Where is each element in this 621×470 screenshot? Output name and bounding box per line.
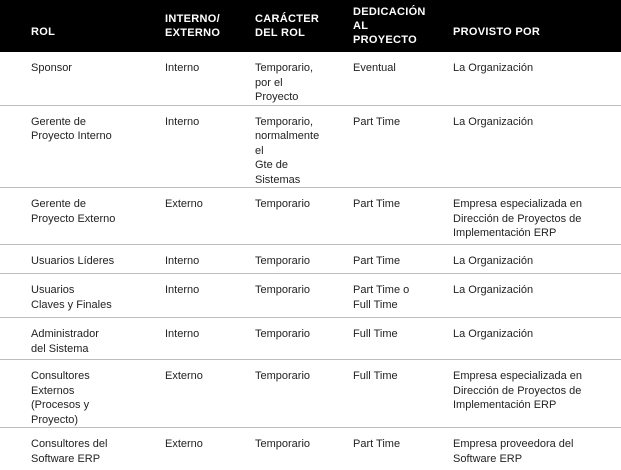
cell-caracter: Temporario, por el Proyecto [223, 52, 321, 105]
cell-provisto: La Organización [421, 274, 621, 318]
cell-dedicacion: Part Time [321, 245, 421, 274]
table-body [0, 52, 621, 470]
header-provisto-por: PROVISTO POR [453, 26, 541, 38]
cell-provisto: La Organización [421, 105, 621, 188]
cell-dedicacion: Eventual [321, 52, 421, 105]
cell-provisto: La Organización [421, 318, 621, 360]
header-row [0, 0, 621, 52]
cell-caracter: Temporario, normalmente el Gte de Sistemas [223, 105, 321, 188]
cell-tipo: Externo [133, 360, 223, 428]
cell-caracter: Temporario [223, 318, 321, 360]
table-row [0, 245, 621, 274]
cell-dedicacion: Full Time [321, 318, 421, 360]
cell-provisto: La Organización [421, 52, 621, 105]
cell-tipo: Interno [133, 318, 223, 360]
table-row [0, 188, 621, 245]
cell-dedicacion: Part Time [321, 105, 421, 188]
table-header [0, 0, 621, 52]
cell-rol: Consultores Externos (Procesos y Proyecto) [0, 360, 133, 428]
table-row [0, 52, 621, 105]
cell-provisto: Empresa especializada en Dirección de Proyectos de Implementación ERP [421, 188, 621, 245]
table-row [0, 274, 621, 318]
cell-rol: Gerente de Proyecto Interno [0, 105, 133, 188]
cell-rol: Usuarios Líderes [0, 245, 133, 274]
cell-caracter: Temporario [255, 438, 311, 450]
cell-caracter: Temporario [223, 360, 321, 428]
cell-dedicacion: Full Time [321, 360, 421, 428]
cell-tipo: Interno [133, 105, 223, 188]
cell-rol: Usuarios Claves y Finales [0, 274, 133, 318]
cell-tipo: Externo [165, 438, 203, 450]
header-dedicacion: DEDICACIÓN AL PROYECTO [353, 6, 426, 46]
cell-tipo: Interno [133, 245, 223, 274]
cell-rol: Sponsor [0, 52, 133, 105]
cell-rol: Consultores del Software ERP [31, 438, 108, 465]
cell-dedicacion: Part Time [321, 188, 421, 245]
table-row [0, 318, 621, 360]
cell-tipo: Interno [133, 52, 223, 105]
table-row [0, 105, 621, 188]
table-row [0, 360, 621, 428]
cell-dedicacion: Part Time [353, 438, 401, 450]
header-interno-externo: INTERNO/ EXTERNO [165, 13, 221, 39]
header-caracter-del-rol: CARÁCTER DEL ROL [255, 13, 320, 39]
header-rol: ROL [31, 26, 56, 38]
cell-provisto: Empresa especializada en Dirección de Proyectos de Implementación ERP [421, 360, 621, 428]
cell-rol: Gerente de Proyecto Externo [0, 188, 133, 245]
cell-provisto: Empresa proveedora del Software ERP [453, 438, 574, 465]
cell-caracter: Temporario [223, 188, 321, 245]
cell-caracter: Temporario [223, 274, 321, 318]
cell-caracter: Temporario [223, 245, 321, 274]
cell-provisto: La Organización [421, 245, 621, 274]
table-row [0, 428, 621, 470]
cell-dedicacion: Part Time o Full Time [321, 274, 421, 318]
cell-rol: Administrador del Sistema [0, 318, 133, 360]
cell-tipo: Interno [133, 274, 223, 318]
cell-tipo: Externo [133, 188, 223, 245]
